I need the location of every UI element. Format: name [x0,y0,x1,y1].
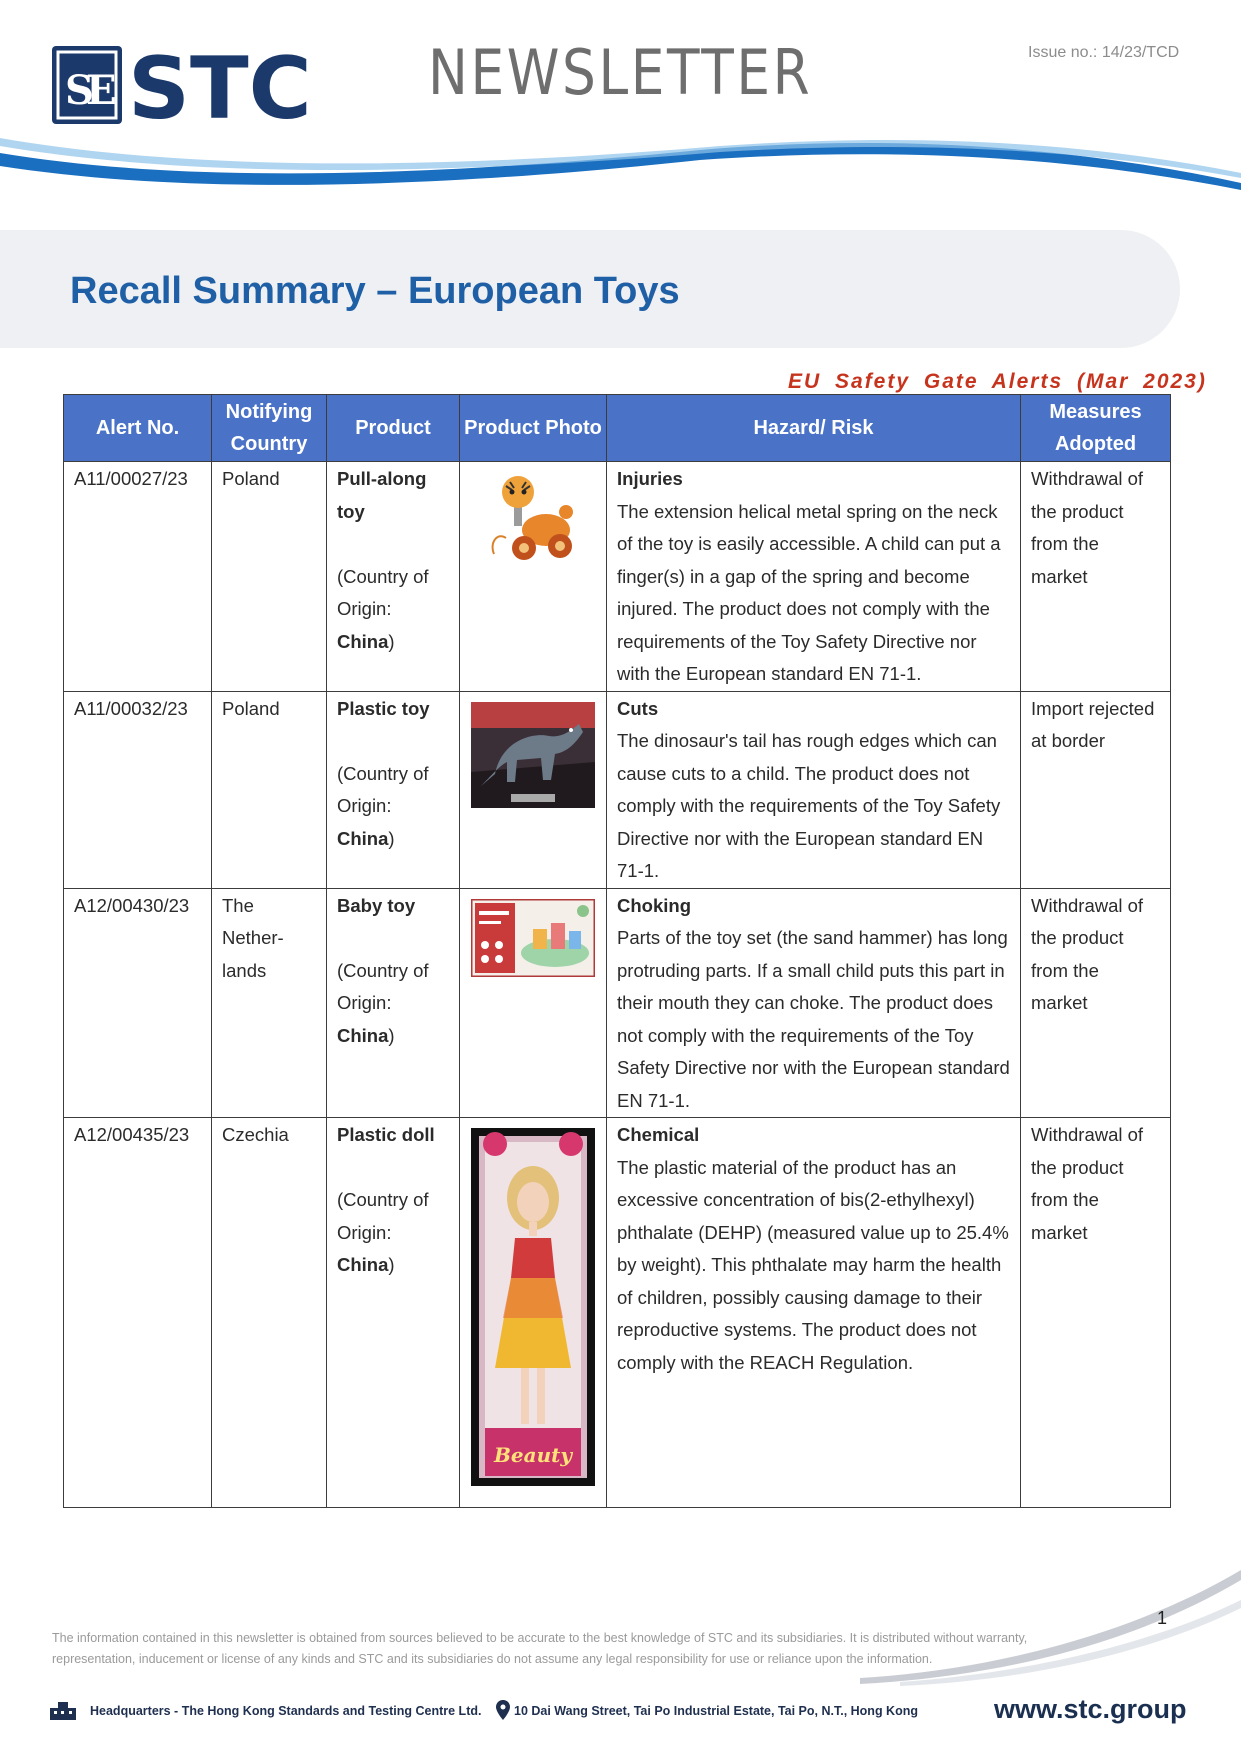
product-name: Plastic doll [337,1124,435,1145]
table-header-row [64,395,1171,462]
origin-label: (Country of [337,1189,429,1210]
building-icon [50,1700,76,1720]
website-link[interactable]: www.stc.group [994,1694,1187,1724]
measures-adopted: Withdrawal of the product from the market [1021,1118,1171,1508]
product-photo-cell [460,888,607,1118]
table-row [64,462,1171,692]
product-name: Plastic toy [337,697,430,719]
header-measures: Measures Adopted [1021,395,1171,462]
table-row [64,1118,1171,1508]
origin-country: China [337,827,389,849]
measures-adopted: Import rejected at border [1021,691,1171,888]
measures-adopted: Withdrawal of the product from the market [1021,888,1171,1118]
origin-label: Origin: [337,795,392,816]
origin-country: China [337,1254,389,1275]
notifying-country: Czechia [212,1118,327,1508]
product-cell: Plastic doll (Country of Origin: China) [327,1118,460,1508]
notifying-country: The Nether-lands [212,888,327,1118]
hazard-cell [607,1118,1021,1508]
hazard-description: The dinosaur's tail has rough edges which can cause cuts to a child. The product does not comply with the requirements of the Toy Safety Directive nor with the European standard EN 71-1. [617,730,1001,881]
hazard-description: The extension helical metal spring on the neck of the toy is easily accessible. A child can put a finger(s) in a gap of the spring and become injured. The product does not comply with the requirements of the Toy Safety Directive nor with the European standard EN 71-1. [617,500,1001,684]
header-product: Product [327,395,460,462]
hazard-description: Parts of the toy set (the sand hammer) has long protruding parts. If a small child puts this part in their mouth they can choke. The product does not comply with the requirements of the Toy Safety Directive nor with the European standard EN 71-1. [617,927,1010,1111]
origin-label: (Country of [337,762,429,784]
hazard-cell [607,691,1021,888]
header-notifying-country: Notifying Country [212,395,327,462]
issue-number: Issue no.: 14/23/TCD [1028,44,1180,61]
header-product-photo: Product Photo [460,395,607,462]
product-photo-cell [460,691,607,888]
origin-label: Origin: [337,992,392,1013]
product-name: Pull-along toy [337,468,427,522]
location-pin-icon [496,1700,510,1720]
product-photo-cell [460,462,607,692]
product-cell: Plastic toy (Country of Origin: China) [327,691,460,888]
notifying-country: Poland [212,462,327,692]
product-photo-cell [460,1118,607,1508]
alert-number: A12/00430/23 [64,888,212,1118]
svg-text:E: E [86,67,117,114]
alert-number: A11/00027/23 [64,462,212,692]
disclaimer: The information contained in this newsletter is obtained from sources believed to be accurate to the best knowledge of STC and its subsidiaries. It is distributed without warranty, representation, inducement or license of any kinds and STC and its subsidiaries do not assume any legal responsibility for use or reliance upon the information. [52,1631,1028,1666]
hazard-cell [607,888,1021,1118]
header-alert-no: Alert No. [64,395,212,462]
hazard-description: The plastic material of the product has an excessive concentration of bis(2-ethylhexyl) phthalate (DEHP) (measured value up to 25.4% by weight). This phthalate may harm the health of children, possibly causing damage to their reproductive systems. The product does not comply with the REACH Regulation. [617,1156,1009,1373]
header-swoosh [0,128,1241,198]
origin-label: Origin: [337,598,392,619]
origin-label: Origin: [337,1221,392,1243]
hazard-title: Cuts [617,697,659,719]
hazard-title: Injuries [617,468,683,489]
baby-toy-image [471,899,595,977]
logo-text: STC [128,44,312,126]
address-text: 10 Dai Wang Street, Tai Po Industrial Estate, Tai Po, N.T., Hong Kong [514,1704,918,1718]
doll-box-image [471,1128,595,1486]
doll-box-label: Beauty [494,1443,572,1467]
measures-adopted: Withdrawal of the product from the market [1021,462,1171,692]
footer-swoosh [860,1560,1241,1690]
origin-label: (Country of [337,959,429,981]
hazard-cell [607,462,1021,692]
product-name: Baby toy [337,894,416,916]
header-hazard: Hazard/ Risk [607,395,1021,462]
dinosaur-toy-image [471,702,595,808]
hazard-title: Choking [617,894,691,916]
origin-country: China [337,630,389,652]
recall-table [63,394,1171,1508]
svg-text:S: S [65,67,94,114]
origin-country: China [337,1024,389,1046]
hazard-title: Chemical [617,1124,700,1145]
origin-label: (Country of [337,565,429,587]
tiger-toy-image [484,472,582,568]
page-number: 1 [1157,1608,1168,1628]
stc-logo [52,44,352,126]
alert-number: A11/00032/23 [64,691,212,888]
table-row [64,888,1171,1118]
table-row [64,691,1171,888]
page-title: Recall Summary – European Toys [70,270,680,312]
newsletter-heading: NEWSLETTER [428,36,813,109]
product-cell: Pull-along toy (Country of Origin: China) [327,462,460,692]
alert-number: A12/00435/23 [64,1118,212,1508]
notifying-country: Poland [212,691,327,888]
alerts-caption: EU Safety Gate Alerts (Mar 2023) [788,370,1207,393]
headquarters-text: Headquarters - The Hong Kong Standards and Testing Centre Ltd. [90,1704,482,1718]
product-cell: Baby toy (Country of Origin: China) [327,888,460,1118]
